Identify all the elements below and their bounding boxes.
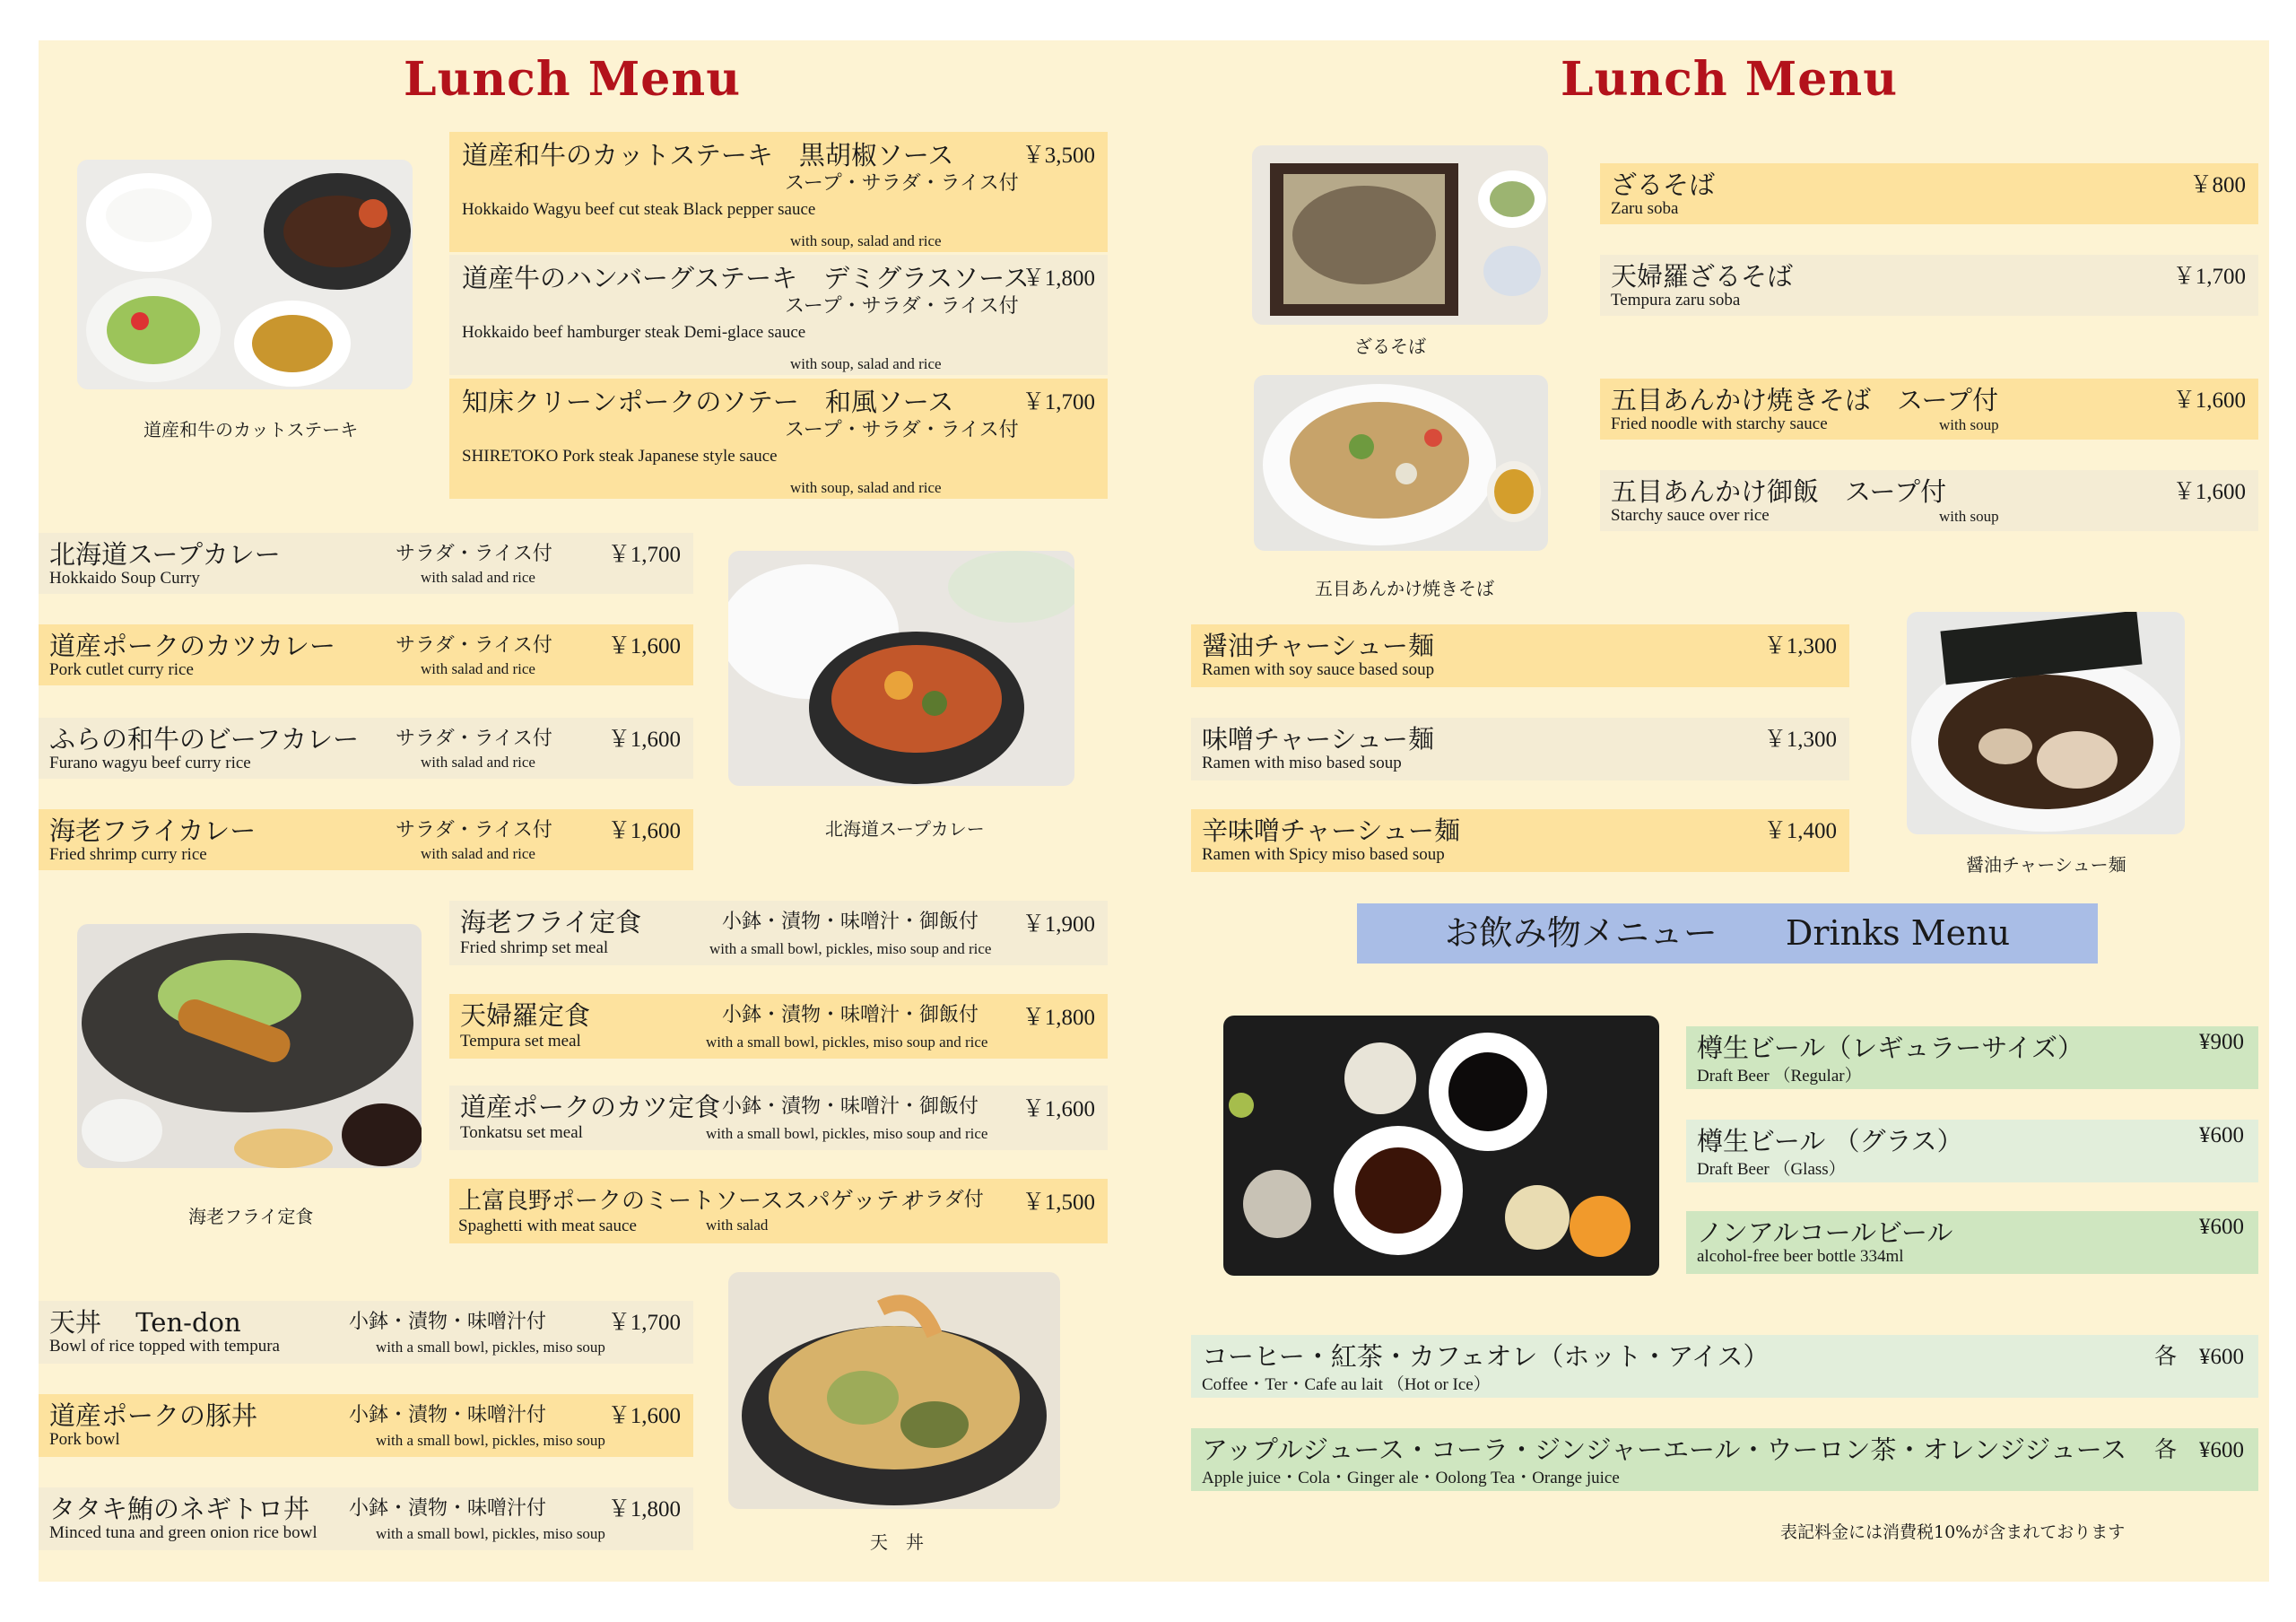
- menu-item-pork-steak: 知床クリーンポークのソテー 和風ソース ￥1,700 スープ・サラダ・ライス付 SHIRETOKO Pork steak Japanese style sauce with soup, salad and rice: [449, 379, 1108, 499]
- menu-item-hamburger-steak: 道産牛のハンバーグステーキ デミグラスソース ￥1,800 スープ・サラダ・ライス付 Hokkaido beef hamburger steak Demi-glace sauce with soup, salad and rice: [449, 255, 1108, 375]
- menu-item-draft-beer-glass: 樽生ビール （グラス） ¥600 Draft Beer （Glass）: [1686, 1120, 2258, 1182]
- menu-item-shrimp-set: 海老フライ定食 小鉢・漬物・味噌汁・御飯付 ￥1,900 Fried shrimp set meal with a small bowl, pickles, miso soup and rice: [449, 901, 1108, 965]
- ramen-caption: 醤油チャーシュー麺: [1966, 854, 2126, 876]
- drinks-photo: [1223, 1016, 1659, 1276]
- menu-item-tendon: 天丼 Ten-don 小鉢・漬物・味噌汁付 ￥1,700 Bowl of rice topped with tempura with a small bowl, pickles, miso soup: [39, 1301, 693, 1364]
- menu-item-tempura-set: 天婦羅定食 小鉢・漬物・味噌汁・御飯付 ￥1,800 Tempura set meal with a small bowl, pickles, miso soup and rice: [449, 994, 1108, 1059]
- tendon-caption: 天 丼: [870, 1531, 924, 1553]
- menu-item-cutlet-curry: 道産ポークのカツカレー サラダ・ライス付 ￥1,600 Pork cutlet curry rice with salad and rice: [39, 624, 693, 685]
- menu-item-butadon: 道産ポークの豚丼 小鉢・漬物・味噌汁付 ￥1,600 Pork bowl with a small bowl, pickles, miso soup: [39, 1394, 693, 1457]
- zaru-caption: ざるそば: [1354, 336, 1426, 357]
- menu-item-tonkatsu-set: 道産ポークのカツ定食 小鉢・漬物・味噌汁・御飯付 ￥1,600 Tonkatsu set meal with a small bowl, pickles, miso soup and rice: [449, 1086, 1108, 1150]
- right-title: Lunch Menu: [1561, 52, 1899, 107]
- drinks-menu-banner: お飲み物メニュー Drinks Menu: [1357, 903, 2098, 964]
- menu-item-spaghetti: 上富良野ポークのミートソーススパゲッティ サラダ付 ￥1,500 Spaghetti with meat sauce with salad: [449, 1179, 1108, 1243]
- curry-caption: 北海道スープカレー: [825, 818, 985, 840]
- menu-item-negitoro-don: タタキ鮪のネギトロ丼 小鉢・漬物・味噌汁付 ￥1,800 Minced tuna and green onion rice bowl with a small bowl, pickles, miso soup: [39, 1487, 693, 1550]
- menu-item-shoyu-ramen: 醤油チャーシュー麺 ￥1,300 Ramen with soy sauce based soup: [1191, 624, 1849, 687]
- menu-item-ankake-rice: 五目あんかけ御飯 スープ付 ￥1,600 Starchy sauce over rice with soup: [1600, 470, 2258, 531]
- menu-item-draft-beer-regular: 樽生ビール（レギュラーサイズ） ¥900 Draft Beer （Regular）: [1686, 1026, 2258, 1089]
- menu-item-miso-ramen: 味噌チャーシュー麺 ￥1,300 Ramen with miso based soup: [1191, 718, 1849, 780]
- shrimp-caption: 海老フライ定食: [188, 1206, 314, 1227]
- steak-caption: 道産和牛のカットステーキ: [144, 419, 359, 440]
- menu-item-non-alcohol-beer: ノンアルコールビール ¥600 alcohol-free beer bottle 334ml: [1686, 1211, 2258, 1274]
- menu-item-ankake-yakisoba: 五目あんかけ焼きそば スープ付 ￥1,600 Fried noodle with starchy sauce with soup: [1600, 379, 2258, 440]
- yakisoba-caption: 五目あんかけ焼きそば: [1315, 578, 1494, 599]
- tendon-photo: [728, 1272, 1060, 1509]
- menu-item-soup-curry: 北海道スープカレー サラダ・ライス付 ￥1,700 Hokkaido Soup Curry with salad and rice: [39, 533, 693, 594]
- zaru-photo: [1252, 145, 1548, 325]
- left-title: Lunch Menu: [404, 52, 742, 107]
- curry-photo: [728, 551, 1074, 786]
- menu-item-juice-soda: アップルジュース・コーラ・ジンジャーエール・ウーロン茶・オレンジジュース 各 ¥600 Apple juice・Cola・Ginger ale・Oolong Tea・Orange juice: [1191, 1428, 2258, 1491]
- steak-photo: [77, 160, 413, 389]
- yakisoba-photo: [1254, 375, 1548, 551]
- ramen-photo: [1907, 612, 2185, 834]
- menu-item-zaru-soba: ざるそば ￥800 Zaru soba: [1600, 163, 2258, 224]
- menu-item-shrimp-curry: 海老フライカレー サラダ・ライス付 ￥1,600 Fried shrimp curry rice with salad and rice: [39, 809, 693, 870]
- menu-item-beef-curry: ふらの和牛のビーフカレー サラダ・ライス付 ￥1,600 Furano wagyu beef curry rice with salad and rice: [39, 718, 693, 779]
- shrimp-photo: [77, 924, 422, 1168]
- menu-item-coffee-tea: コーヒー・紅茶・カフェオレ（ホット・アイス） 各 ¥600 Coffee・Ter・Cafe au lait （Hot or Ice）: [1191, 1335, 2258, 1398]
- menu-item-spicy-miso-ramen: 辛味噌チャーシュー麺 ￥1,400 Ramen with Spicy miso based soup: [1191, 809, 1849, 872]
- menu-item-tempura-zaru: 天婦羅ざるそば ￥1,700 Tempura zaru soba: [1600, 255, 2258, 316]
- tax-note: 表記料金には消費税10%が含まれております: [1780, 1522, 2126, 1542]
- menu-item-wagyu-steak: 道産和牛のカットステーキ 黒胡椒ソース ￥3,500 スープ・サラダ・ライス付 Hokkaido Wagyu beef cut steak Black pepper sauce with soup, salad and rice: [449, 132, 1108, 252]
